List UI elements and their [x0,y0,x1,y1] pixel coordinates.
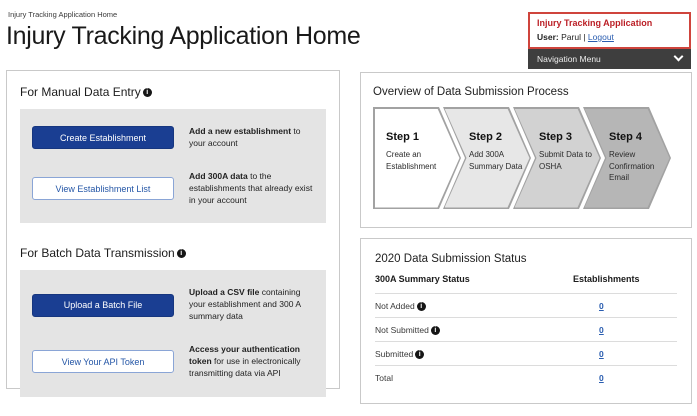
step-content [386,131,444,172]
row-label [375,301,573,311]
column-header-status: 300A Summary Status [375,274,470,284]
description-rest: containing your establishment and 300 A summary data [189,287,301,322]
data-entry-panel [6,70,340,389]
info-icon[interactable]: i [417,302,426,311]
batch-transmission-heading-text: For Batch Data Transmission [20,246,175,261]
manual-entry-heading [20,85,326,99]
info-icon[interactable]: i [415,350,424,359]
batch-transmission-actions [20,270,326,396]
description-bold: Add 300A data [189,170,248,181]
description-rest: to the establishments that already exist in your account [189,170,313,205]
step-description: Submit Data to OSHA [539,150,592,171]
action-row [32,171,314,207]
row-label-text: Not Submitted [375,325,429,335]
navigation-menu-button[interactable] [528,49,691,69]
row-label-text: Total [375,373,393,383]
batch-transmission-section [20,246,326,396]
navigation-menu-label: Navigation Menu [537,53,601,64]
row-label [375,373,573,383]
page-title: Injury Tracking Application Home [6,22,361,50]
table-row [375,365,677,389]
info-icon[interactable]: i [431,326,440,335]
step-content [609,131,663,184]
user-line [537,32,682,42]
step-description: Create an Establishment [386,150,437,171]
action-description [189,287,314,323]
logout-link[interactable]: Logout [587,31,614,42]
user-label: User: [537,31,559,42]
action-row [32,344,314,380]
establishment-count-link[interactable]: 0 [599,325,604,335]
submission-status-panel [360,238,692,404]
column-header-establishments: Establishments [573,274,640,284]
action-description [189,171,314,207]
view-api-token-button[interactable]: View Your API Token [32,350,174,373]
step-label: Step 3 [539,131,573,143]
row-value [573,325,677,335]
action-row [32,126,314,150]
row-label-text: Not Added [375,301,415,311]
process-overview-heading: Overview of Data Submission Process [373,86,569,98]
row-label-text: Submitted [375,349,414,359]
row-label [375,325,573,335]
batch-transmission-heading [20,246,326,260]
step-label: Step 4 [609,131,643,143]
row-value [573,301,677,311]
create-establishment-button[interactable]: Create Establishment [32,126,174,149]
user-name: Parul [561,31,581,42]
status-table [375,274,677,389]
process-overview-panel [360,72,692,228]
action-row [32,287,314,323]
user-info-box [528,12,691,49]
table-row [375,341,677,365]
table-header-row [375,274,677,293]
description-bold: Access your authentication token [189,344,301,367]
chevron-down-icon [674,52,684,62]
step-label: Step 2 [469,131,503,143]
action-description [189,344,314,380]
establishment-count-link[interactable]: 0 [599,301,604,311]
app-title: Injury Tracking Application [537,18,653,28]
description-rest: for use in electronically transmitting data via API [189,356,301,378]
submission-status-heading: 2020 Data Submission Status [375,253,527,265]
user-widget [528,12,691,69]
step-description: Add 300A Summary Data [469,150,523,171]
upload-batch-file-button[interactable]: Upload a Batch File [32,294,174,317]
description-bold: Add a new establishment [189,126,292,136]
establishment-count-link[interactable]: 0 [599,373,604,383]
table-row [375,317,677,341]
manual-entry-heading-text: For Manual Data Entry [20,85,141,99]
row-value [573,373,677,383]
table-row [375,293,677,317]
step-label: Step 1 [386,131,420,143]
view-establishment-list-button[interactable]: View Establishment List [32,177,174,200]
breadcrumb: Injury Tracking Application Home [8,10,118,19]
description-rest: to your account [189,126,301,148]
row-value [573,349,677,359]
separator: | [583,31,586,42]
process-step-4 [583,107,671,209]
manual-entry-actions [20,109,326,223]
info-icon[interactable]: i [177,249,186,258]
establishment-count-link[interactable]: 0 [599,349,604,359]
description-bold: Upload a CSV file [189,287,260,298]
info-icon[interactable]: i [143,88,152,97]
step-description: Review Confirmation Email [609,150,655,183]
row-label [375,349,573,359]
action-description [189,126,314,150]
process-steps [373,107,679,209]
